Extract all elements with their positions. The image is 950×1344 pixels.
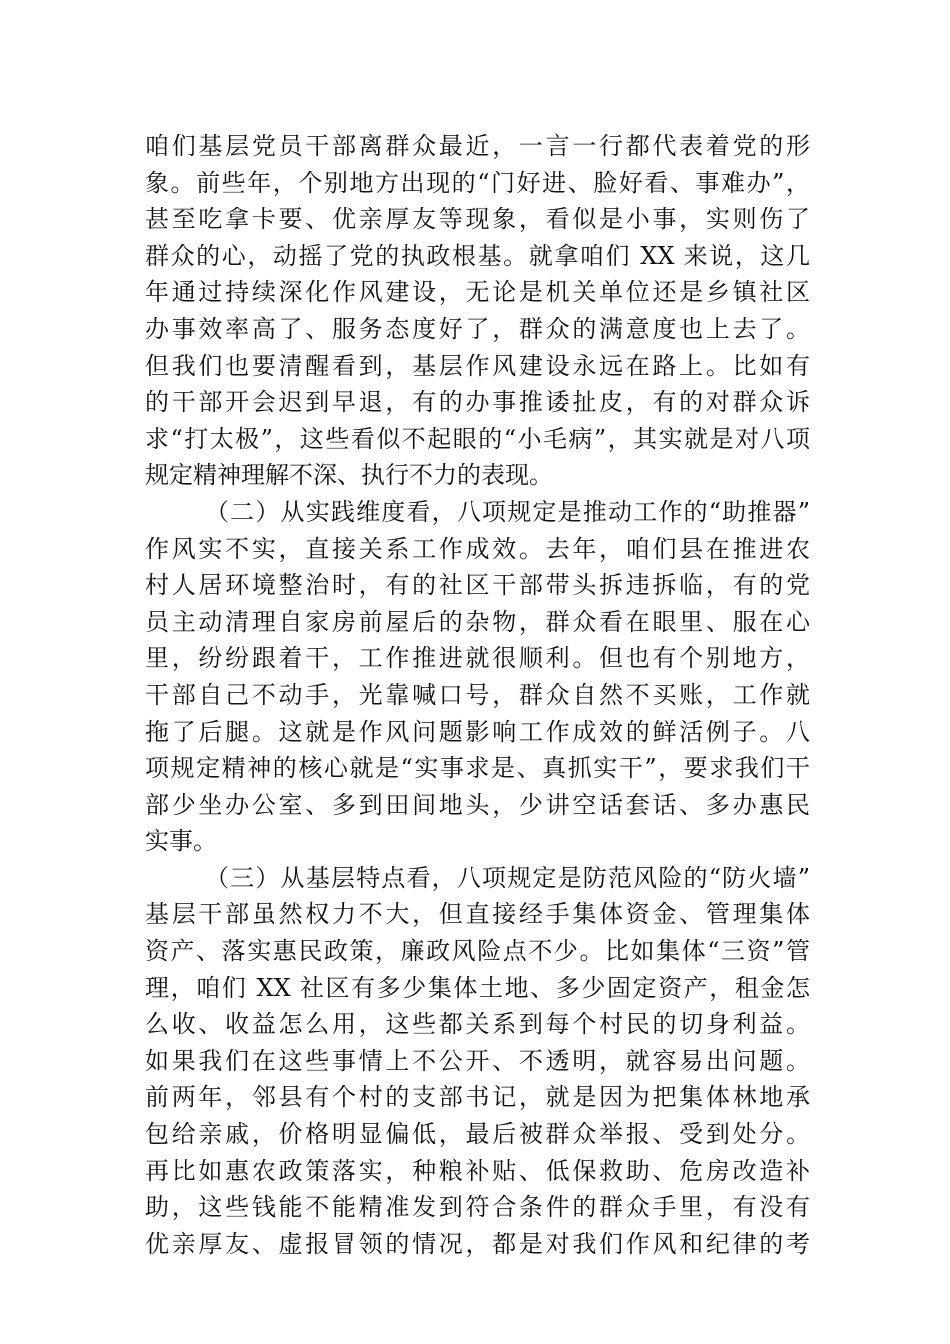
text-line: 作风实不实，直接关系工作成效。去年，咱们县在推进农 — [145, 534, 810, 563]
text-line: 么收、收益怎么用，这些都关系到每个村民的切身利益。 — [145, 1010, 810, 1039]
body-text — [145, 128, 810, 1262]
text-line: 年通过持续深化作风建设，无论是机关单位还是乡镇社区 — [145, 278, 810, 307]
text-line: 象。前些年，个别地方出现的“门好进、脸好看、事难办”， — [145, 168, 810, 197]
text-line: 再比如惠农政策落实，种粮补贴、低保救助、危房改造补 — [145, 1156, 810, 1185]
text-line: 规定精神理解不深、执行不力的表现。 — [145, 461, 553, 490]
text-line: 实事。 — [145, 827, 217, 856]
text-line: 助，这些钱能不能精准发到符合条件的群众手里，有没有 — [145, 1193, 810, 1222]
text-line: 基层干部虽然权力不大，但直接经手集体资金、管理集体 — [145, 900, 810, 929]
text-line: 但我们也要清醒看到，基层作风建设永远在路上。比如有 — [145, 351, 810, 380]
text-line: 咱们基层党员干部离群众最近，一言一行都代表着党的形 — [145, 132, 810, 160]
text-line: 包给亲戚，价格明显偏低，最后被群众举报、受到处分。 — [145, 1120, 810, 1149]
text-line: 员主动清理自家房前屋后的杂物，群众看在眼里、服在心 — [145, 607, 810, 636]
text-line: 项规定精神的核心就是“实事求是、真抓实干”，要求我们干 — [145, 754, 810, 783]
text-line: 理，咱们 XX 社区有多少集体土地、多少固定资产，租金怎 — [145, 973, 810, 1002]
text-line: 村人居环境整治时，有的社区干部带头拆违拆临，有的党 — [145, 571, 810, 600]
text-line: 部少坐办公室、多到田间地头，少讲空话套话、多办惠民 — [145, 790, 810, 819]
text-line: 办事效率高了、服务态度好了，群众的满意度也上去了。 — [145, 314, 810, 343]
text-line: 里，纷纷跟着干，工作推进就很顺利。但也有个别地方， — [145, 644, 810, 673]
text-line: 求“打太极”，这些看似不起眼的“小毛病”，其实就是对八项 — [145, 424, 810, 453]
text-line: 前两年，邻县有个村的支部书记，就是因为把集体林地承 — [145, 1083, 810, 1112]
text-line: 干部自己不动手，光靠喊口号，群众自然不买账，工作就 — [145, 680, 810, 709]
text-line: 拖了后腿。这就是作风问题影响工作成效的鲜活例子。八 — [145, 717, 810, 746]
section-heading: （三）从基层特点看，八项规定是防范风险的“防火墙” — [205, 863, 810, 892]
text-line: 如果我们在这些事情上不公开、不透明，就容易出问题。 — [145, 1046, 810, 1075]
text-line: 资产、落实惠民政策，廉政风险点不少。比如集体“三资”管 — [145, 937, 810, 966]
text-line: 的干部开会迟到早退，有的办事推诿扯皮，有的对群众诉 — [145, 388, 810, 417]
section-heading: （二）从实践维度看，八项规定是推动工作的“助推器” — [205, 497, 810, 526]
text-line: 群众的心，动摇了党的执政根基。就拿咱们 XX 来说，这几 — [145, 241, 810, 270]
text-line: 甚至吃拿卡要、优亲厚友等现象，看似是小事，实则伤了 — [145, 205, 810, 234]
text-line: 优亲厚友、虚报冒领的情况，都是对我们作风和纪律的考 — [145, 1229, 810, 1258]
